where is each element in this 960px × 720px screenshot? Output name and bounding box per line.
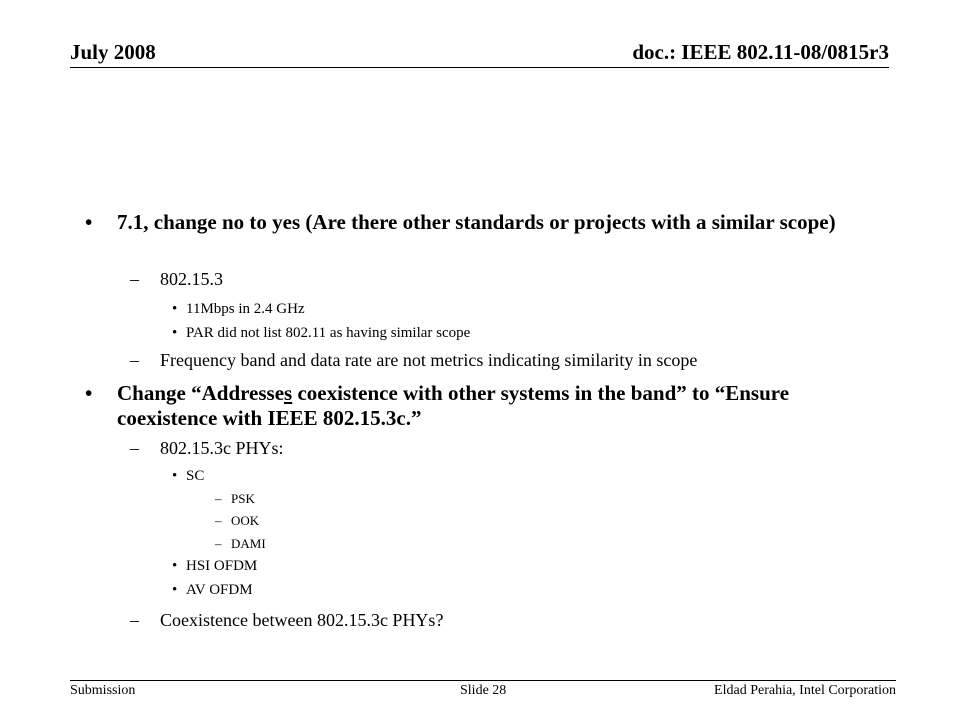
bullet-2-hsi-ofdm	[172, 557, 258, 575]
bullet-2-sc-item-psk	[215, 491, 255, 507]
header-divider	[70, 67, 889, 68]
footer-submission: Submission	[70, 683, 136, 698]
bullet-1	[85, 210, 887, 235]
bullet-2-sc-item-dami-text: DAMI	[231, 536, 266, 551]
bullet-1-marker: •	[85, 210, 93, 234]
bullet-2-marker: •	[85, 381, 93, 405]
bullet-2-hsi-ofdm-marker: •	[172, 558, 178, 574]
bullet-2-sc-item-ook-marker: –	[215, 513, 222, 528]
bullet-1-sub-1-text: 802.15.3	[160, 269, 223, 289]
bullet-2-sub-2-text: Coexistence between 802.15.3c PHYs?	[160, 610, 444, 630]
bullet-2-sub-1	[130, 437, 284, 459]
footer-divider	[70, 680, 896, 681]
bullet-2-sub-1-marker: –	[130, 438, 139, 458]
bullet-2-sub-1-text: 802.15.3c PHYs:	[160, 438, 284, 458]
bullet-2-sub-2-marker: –	[130, 610, 139, 630]
bullet-2-av-ofdm-marker: •	[172, 582, 178, 598]
bullet-2-sub-2	[130, 609, 444, 631]
bullet-2-text-part-1: Change “Addresse	[117, 381, 285, 405]
footer-author: Eldad Perahia, Intel Corporation	[714, 683, 896, 698]
bullet-2-sc	[172, 467, 205, 485]
bullet-1-sub-1-item-1-marker: •	[172, 301, 178, 317]
bullet-1-sub-1-item-2-marker: •	[172, 325, 178, 341]
bullet-2-av-ofdm	[172, 581, 253, 599]
bullet-1-text: 7.1, change no to yes (Are there other standards or projects with a similar scope)	[117, 210, 836, 234]
bullet-2-hsi-ofdm-text: HSI OFDM	[186, 558, 258, 574]
bullet-2-sc-item-psk-marker: –	[215, 491, 222, 506]
bullet-2-av-ofdm-text: AV OFDM	[186, 582, 253, 598]
bullet-2-text-part-2: coexistence with other systems in the band” to “Ensure coexistence with IEEE 802.15.3c.”	[117, 381, 790, 430]
bullet-1-sub-1-item-2-text: PAR did not list 802.11 as having similar scope	[186, 325, 471, 341]
bullet-2	[85, 381, 887, 431]
header-date: July 2008	[70, 40, 156, 64]
footer-slide-number: Slide 28	[460, 683, 507, 698]
bullet-2-sc-item-psk-text: PSK	[231, 491, 255, 506]
bullet-1-sub-2-text: Frequency band and data rate are not metrics indicating similarity in scope	[160, 350, 698, 370]
bullet-1-sub-1-item-1	[172, 300, 305, 318]
bullet-1-sub-2-marker: –	[130, 350, 139, 370]
bullet-2-sc-text: SC	[186, 468, 205, 484]
bullet-2-sc-item-dami-marker: –	[215, 536, 222, 551]
bullet-1-sub-1	[130, 268, 223, 290]
header-doc-id: doc.: IEEE 802.11-08/0815r3	[632, 40, 889, 64]
bullet-2-sc-item-ook	[215, 513, 260, 529]
bullet-1-sub-1-item-2	[172, 324, 471, 342]
bullet-1-sub-1-marker: –	[130, 269, 139, 289]
bullet-1-sub-2	[130, 349, 698, 371]
bullet-2-sc-item-dami	[215, 536, 266, 552]
bullet-2-sc-marker: •	[172, 468, 178, 484]
bullet-2-sc-item-ook-text: OOK	[231, 513, 260, 528]
bullet-2-text-underlined: s	[284, 381, 293, 405]
bullet-1-sub-1-item-1-text: 11Mbps in 2.4 GHz	[186, 301, 305, 317]
